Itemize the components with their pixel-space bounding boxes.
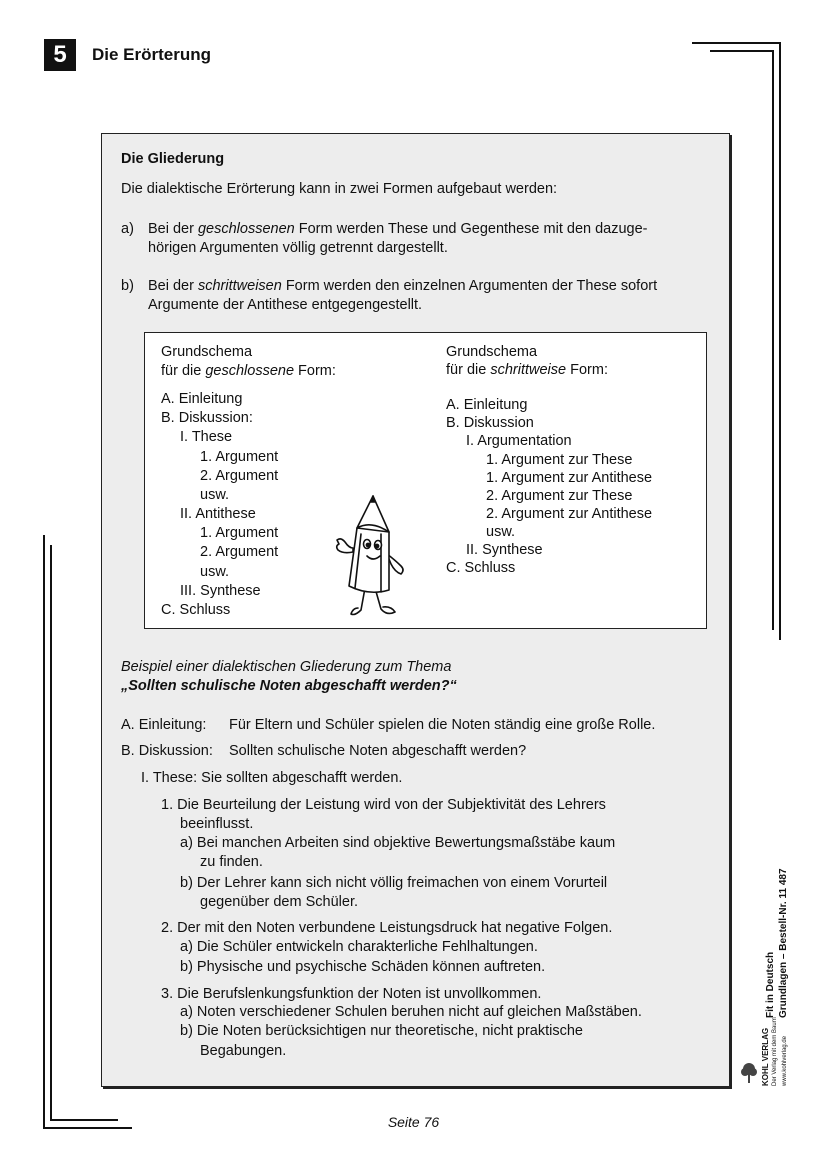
point-2a: a) Die Schüler entwickeln charakterliche Fehlhaltungen.: [180, 939, 538, 955]
item-a-line-1: Bei der geschlossenen Form werden These und Gegenthese mit den dazuge-: [148, 221, 648, 237]
pencil-mascot-icon: [325, 490, 411, 625]
schema-left-line: usw.: [200, 487, 230, 503]
publisher-slogan: Der Verlag mit dem Baum: [772, 1017, 778, 1086]
diskussion-label: B. Diskussion:: [121, 743, 213, 759]
these-heading: I. These: Sie sollten abgeschafft werden.: [141, 770, 403, 786]
schema-right-line: A. Einleitung: [446, 397, 528, 413]
frame-line-top-right-inner: [710, 50, 774, 52]
item-b-line-1: Bei der schrittweisen Form werden den einzelnen Argumenten der These sofort: [148, 278, 658, 294]
schema-right-line: II. Synthese: [466, 542, 543, 558]
page-number: Seite 76: [387, 1114, 440, 1130]
schema-left-line: I. These: [180, 429, 233, 445]
item-a-marker: a): [121, 221, 134, 237]
schema-right-line: 2. Argument zur Antithese: [486, 506, 653, 522]
frame-line-left-inner: [50, 545, 52, 1121]
product-subtitle: Grundlagen – Bestell-Nr. 11 487: [778, 868, 789, 1018]
example-topic: „Sollten schulische Noten abgeschafft werden?“: [121, 678, 457, 694]
schema-right-line: C. Schluss: [446, 560, 516, 576]
schema-left-line: 2. Argument: [200, 468, 279, 484]
point-1a-line-2: zu finden.: [200, 854, 263, 870]
schema-left-line: 2. Argument: [200, 544, 279, 560]
schema-right-subtitle: für die schrittweise Form:: [446, 362, 608, 378]
point-2b: b) Physische und psychische Schäden können auftreten.: [180, 959, 546, 975]
schema-left-line: usw.: [200, 564, 230, 580]
schema-left-line: 1. Argument: [200, 449, 279, 465]
point-2: 2. Der mit den Noten verbundene Leistungsdruck hat negative Folgen.: [161, 920, 613, 936]
item-b-marker: b): [121, 278, 134, 294]
schema-right-line: usw.: [486, 524, 516, 540]
section-intro: Die dialektische Erörterung kann in zwei Formen aufgebaut werden:: [121, 181, 558, 197]
point-1b-line-2: gegenüber dem Schüler.: [200, 894, 358, 910]
frame-line-right-outer: [779, 42, 781, 640]
tree-logo-icon: [740, 1062, 758, 1084]
schema-left-title: Grundschema: [161, 344, 253, 360]
schema-right-line: B. Diskussion: [446, 415, 534, 431]
schema-right-title: Grundschema: [446, 344, 538, 360]
publisher-side-info: [737, 858, 797, 1090]
point-3a: a) Noten verschiedener Schulen beruhen nicht auf gleichen Maßstäben.: [180, 1004, 642, 1020]
point-3: 3. Die Berufslenkungsfunktion der Noten ist unvollkommen.: [161, 986, 542, 1002]
chapter-number-badge: 5: [44, 39, 76, 71]
chapter-title: Die Erörterung: [92, 45, 212, 64]
schema-left-line: 1. Argument: [200, 525, 279, 541]
frame-line-top-right-outer: [692, 42, 781, 44]
item-a-line-2: hörigen Argumenten völlig getrennt dargestellt.: [148, 240, 448, 256]
schema-right-line: I. Argumentation: [466, 433, 572, 449]
schema-right-line: 1. Argument zur Antithese: [486, 470, 653, 486]
schema-left-line: III. Synthese: [180, 583, 261, 599]
schema-left-subtitle: für die geschlossene Form:: [161, 363, 336, 379]
schema-left-line: B. Diskussion:: [161, 410, 253, 426]
point-3b-line-2: Begabungen.: [200, 1043, 287, 1059]
frame-line-left-outer: [43, 535, 45, 1129]
publisher-name: KOHL VERLAG: [761, 1027, 770, 1086]
publisher-url: www.kohlverlag.de: [782, 1035, 788, 1086]
point-1-line-1: 1. Die Beurteilung der Leistung wird von der Subjektivität des Lehrers: [161, 797, 606, 813]
example-intro: Beispiel einer dialektischen Gliederung zum Thema: [121, 659, 452, 675]
schema-left-line: A. Einleitung: [161, 391, 243, 407]
point-1b-line-1: b) Der Lehrer kann sich nicht völlig freimachen von einem Vorurteil: [180, 875, 608, 891]
section-heading: Die Gliederung: [121, 151, 225, 167]
diskussion-text: Sollten schulische Noten abgeschafft werden?: [229, 743, 527, 759]
point-1a-line-1: a) Bei manchen Arbeiten sind objektive Bewertungsmaßstäbe kaum: [180, 835, 616, 851]
frame-line-right-inner: [772, 50, 774, 630]
schema-right-line: 1. Argument zur These: [486, 452, 633, 468]
schema-left-line: II. Antithese: [180, 506, 256, 522]
point-3b-line-1: b) Die Noten berücksichtigen nur theoretische, nicht praktische: [180, 1023, 583, 1039]
product-title: Fit in Deutsch: [765, 951, 776, 1018]
item-b-line-2: Argumente der Antithese entgegengestellt.: [148, 297, 423, 313]
schema-left-line: C. Schluss: [161, 602, 231, 618]
point-1-line-2: beeinflusst.: [180, 816, 254, 832]
einleitung-label: A. Einleitung:: [121, 717, 207, 733]
einleitung-text: Für Eltern und Schüler spielen die Noten ständig eine große Rolle.: [229, 717, 656, 733]
schema-right-line: 2. Argument zur These: [486, 488, 633, 504]
